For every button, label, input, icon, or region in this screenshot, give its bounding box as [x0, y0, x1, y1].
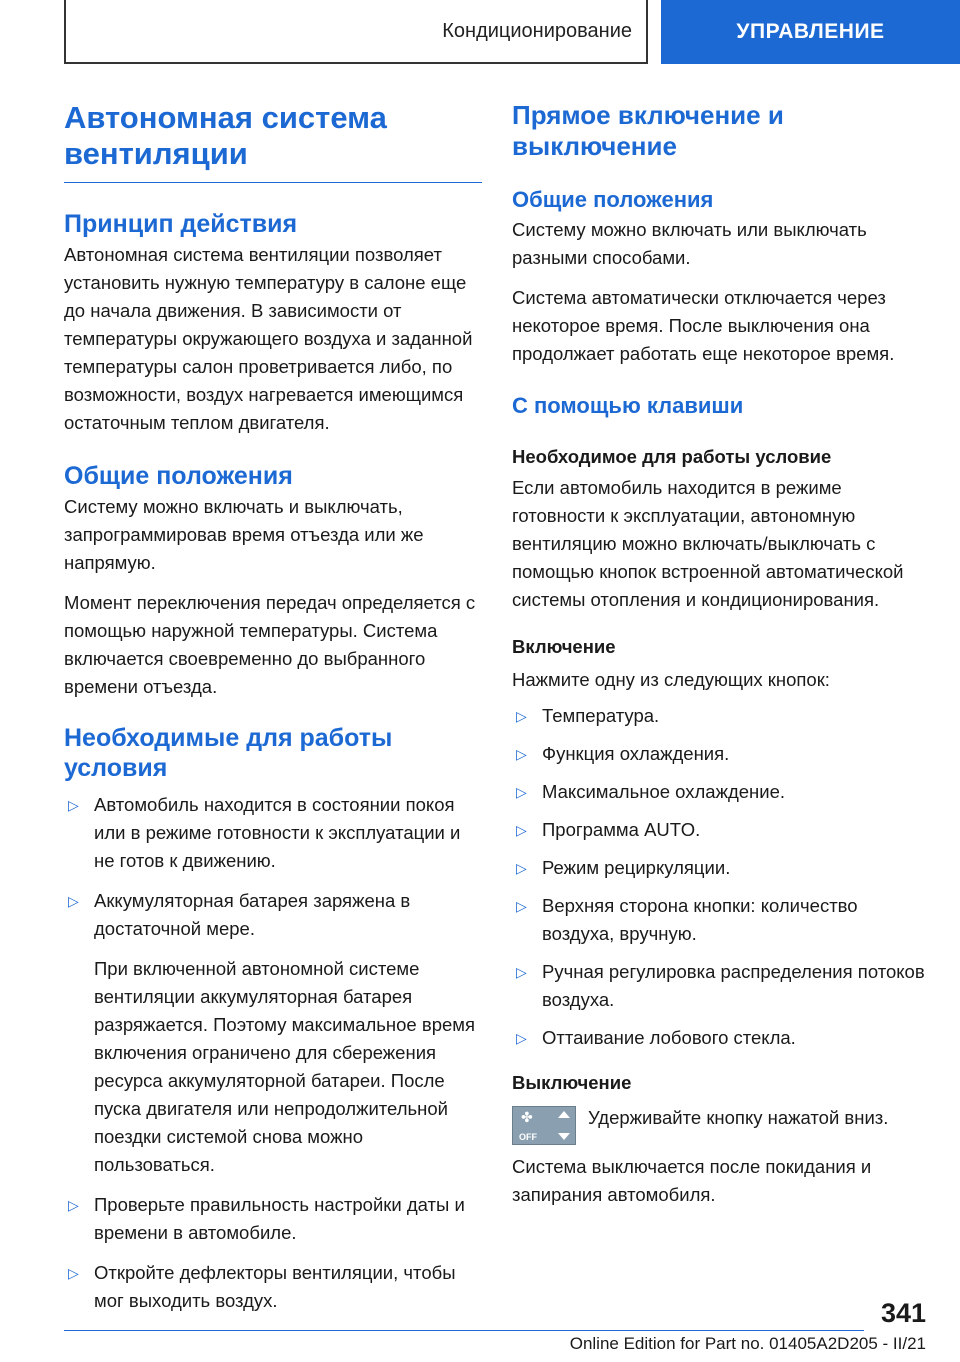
list-item: ▷ Верхняя сторона кнопки: количество воздуха, вручную.	[512, 892, 926, 948]
list-item: ▷ Автомобиль находится в состоянии покоя или в режиме готовности к эксплуатации и не готов к движению.	[64, 791, 482, 875]
key-heading: С помощью клавиши	[512, 393, 744, 418]
triangle-bullet-icon: ▷	[516, 746, 527, 762]
list-item: ▷ Программа AUTO.	[512, 816, 926, 844]
page-title: Автономная система вентиляции	[64, 100, 482, 183]
principle-heading: Принцип действия	[64, 210, 298, 238]
list-item: ▷ Проверьте правильность настройки даты и времени в автомобиле.	[64, 1191, 482, 1247]
header-chapter-title: УПРАВЛЕНИЕ	[736, 20, 885, 43]
fan-icon: ✤	[521, 1109, 533, 1125]
list-item: ▷ Откройте дефлекторы вентиляции, чтобы мог выходить воздух.	[64, 1259, 482, 1315]
list-item: ▷ Температура.	[512, 702, 926, 730]
list-item: ▷ Режим рециркуляции.	[512, 854, 926, 882]
right-general-text-1: Систему можно включать или выключать разными способами.	[512, 219, 867, 268]
right-general-heading: Общие положения	[512, 187, 714, 212]
left-column	[64, 100, 482, 1315]
triangle-bullet-icon: ▷	[68, 1197, 79, 1213]
header-chapter	[661, 0, 960, 64]
requirement-text: Если автомобиль находится в режиме готовности к эксплуатации, автономную вентиляцию можно включать/выключать с помощью кнопок встроенной автоматической системы отопления и кондиционирования.	[512, 477, 904, 610]
triangle-bullet-icon: ▷	[516, 964, 527, 980]
triangle-bullet-icon: ▷	[516, 822, 527, 838]
general-text-1: Систему можно включать и выключать, запрограммировав время отъезда или же напрямую.	[64, 496, 424, 573]
list-item: ▷ Оттаивание лобового стекла.	[512, 1024, 926, 1052]
switch-off-heading: Выключение	[512, 1072, 632, 1093]
general-heading: Общие положения	[64, 462, 293, 490]
battery-note: При включенной автономной системе вентиляции аккумуляторная батарея разряжается. Поэтому максимальное время включения ограничено для сбережения ресурса аккумуляторной батареи. После пуска двигателя или непродолжительной поездки системой снова можно пользоваться.	[94, 958, 476, 1175]
triangle-bullet-icon: ▷	[516, 784, 527, 800]
triangle-bullet-icon: ▷	[68, 1265, 79, 1281]
off-instruction	[512, 1104, 926, 1145]
section-title: Прямое включение и выключение	[512, 100, 784, 161]
triangle-bullet-icon: ▷	[68, 797, 79, 813]
triangle-bullet-icon: ▷	[516, 898, 527, 914]
footer-divider	[64, 1330, 864, 1331]
list-item: ▷ Аккумуляторная батарея заряжена в достаточной мере.	[64, 887, 482, 943]
right-general-text-2: Система автоматически отключается через некоторое время. После выключения она продолжает работать еще некоторое время.	[512, 287, 895, 364]
right-column	[512, 100, 926, 1209]
general-text-2: Момент переключения передач определяется с помощью наружной температуры. Система включается своевременно до выбранного времени отъезда.	[64, 592, 476, 697]
triangle-bullet-icon: ▷	[516, 708, 527, 724]
triangle-bullet-icon: ▷	[68, 893, 79, 909]
switch-off-text: Удерживайте кнопку нажатой вниз.	[588, 1107, 889, 1128]
fan-off-key	[512, 1106, 576, 1145]
switch-on-text: Нажмите одну из следующих кнопок:	[512, 669, 830, 690]
header-section-title: Кондиционирование	[442, 19, 632, 42]
list-item: ▷ Ручная регулировка распределения потоков воздуха.	[512, 958, 926, 1014]
requirement-heading: Необходимое для работы условие	[512, 446, 832, 467]
triangle-bullet-icon: ▷	[516, 860, 527, 876]
principle-text: Автономная система вентиляции позволяет установить нужную температуру в салоне еще до начала движения. В зависимости от температуры окружающего воздуха и заданной температуры салон проветривается либо, по возможности, воздух нагревается имеющимся остаточным теплом двигателя.	[64, 244, 473, 433]
buttons-list	[512, 702, 926, 1052]
arrow-up-icon	[558, 1111, 570, 1118]
triangle-bullet-icon: ▷	[516, 1030, 527, 1046]
off-label: OFF	[519, 1132, 537, 1142]
list-item: ▷ Максимальное охлаждение.	[512, 778, 926, 806]
arrow-down-icon	[558, 1133, 570, 1140]
conditions-heading: Необходимые для работы условия	[64, 724, 393, 782]
switch-on-heading: Включение	[512, 636, 616, 657]
switch-off-after-text: Система выключается после покидания и запирания автомобиля.	[512, 1156, 872, 1205]
page-number: 341	[880, 1298, 926, 1328]
header-section	[64, 0, 648, 64]
conditions-list	[64, 791, 482, 1315]
list-item: ▷ Функция охлаждения.	[512, 740, 926, 768]
footer-edition: Online Edition for Part no. 01405A2D205 - II/21	[569, 1334, 926, 1353]
